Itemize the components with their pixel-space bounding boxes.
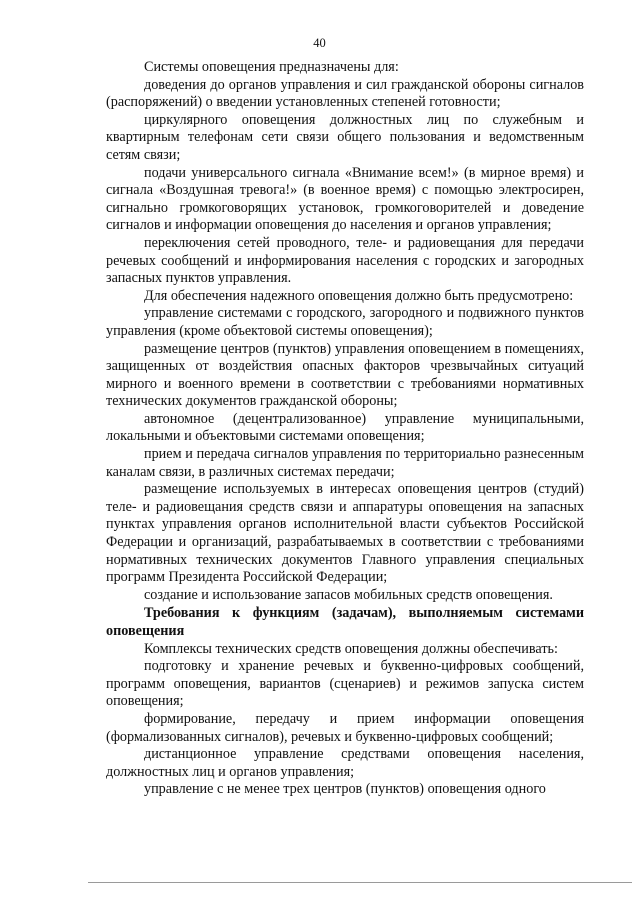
paragraph: переключения сетей проводного, теле- и радиовещания для передачи речевых сообщений и информирования населения с городских и загородных запасных пунктов управления. [106,234,584,287]
paragraph: подачи универсального сигнала «Внимание всем!» (в мирное время) и сигнала «Воздушная тревога!» (в военное время) с помощью электросирен, сигнально громкоговорящих установок, громкоговорителей и доведение сигналов и информации оповещения до населения и органов управления; [106,164,584,234]
paragraph: создание и использование запасов мобильных средств оповещения. [144,586,553,603]
paragraph: формирование, передачу и прием информации оповещения (формализованных сигналов), речевых и буквенно-цифровых сообщений; [106,710,584,745]
paragraph: автономное (децентрализованное) управление муниципальными, локальными и объектовыми системами оповещения; [106,410,584,445]
document-body [106,59,584,799]
section-heading: Требования к функциям (задачам), выполняемым системами оповещения [106,605,584,639]
paragraph: подготовку и хранение речевых и буквенно-цифровых сообщений, программ оповещения, вариантов (сценариев) и режимов запуска систем оповещения; [106,658,584,710]
paragraph: прием и передача сигналов управления по территориально разнесенным каналам связи, в различных системах передачи; [106,446,584,480]
paragraph: управление системами с городского, загородного и подвижного пунктов управления (кроме объектовой системы оповещения); [106,305,584,339]
paragraph: доведения до органов управления и сил гражданской обороны сигналов (распоряжений) о введении установленных степеней готовности; [106,76,584,111]
paragraph: управление с не менее трех центров (пунктов) оповещения одного [144,781,546,798]
paragraph: Системы оповещения предназначены для: [144,59,399,75]
paragraph: дистанционное управление средствами оповещения населения, должностных лиц и органов управления; [106,746,584,780]
paragraph: Комплексы технических средств оповещения должны обеспечивать: [144,640,558,657]
paragraph: циркулярного оповещения должностных лиц по служебным и квартирным телефонам сети связи общего пользования и ведомственным сетям связи; [106,111,584,163]
page-number: 40 [313,36,326,50]
paragraph: Для обеспечения надежного оповещения должно быть предусмотрено: [144,287,574,304]
footer-divider [88,882,632,883]
paragraph: размещение используемых в интересах оповещения центров (студий) теле- и радиовещания средств связи и аппаратуры оповещения на запасных пунктах управления органов исполнительной власти субъектов Российской Федерации и организаций, разрабатываемых в соответствии с требованиями нормативных технических документов Главного управления специальных программ Президента Российской Федерации; [106,481,584,586]
paragraph: размещение центров (пунктов) управления оповещением в помещениях, защищенных от воздействия опасных факторов чрезвычайных ситуаций мирного и военного времени в соответствии с требованиями нормативных технических документов гражданской обороны; [106,340,584,410]
